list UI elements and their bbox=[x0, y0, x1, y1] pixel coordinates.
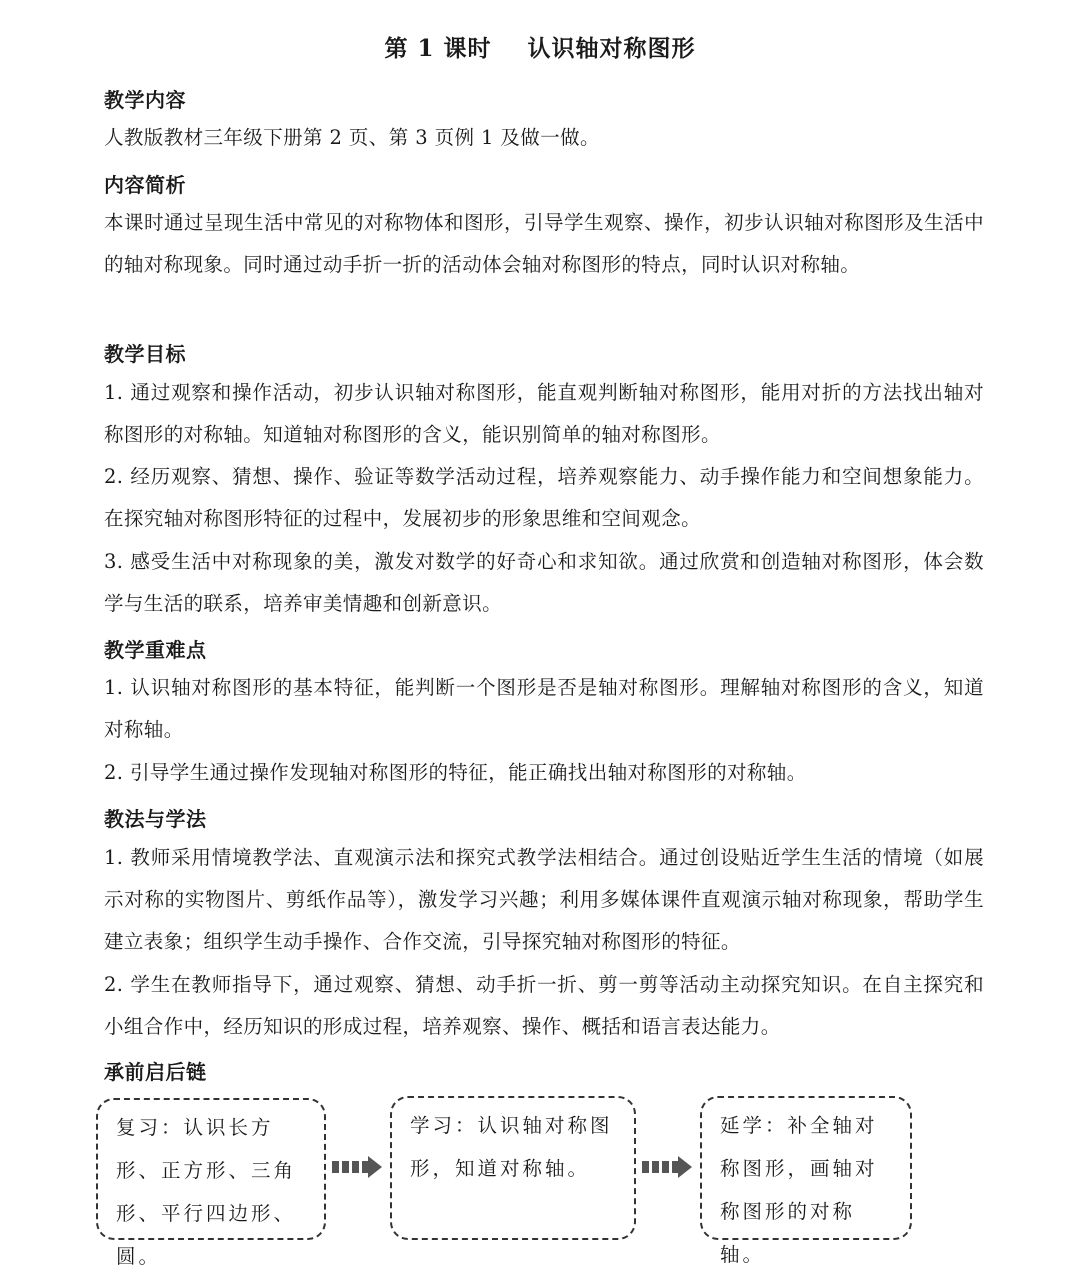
learn-box: 学习：认识轴对称图形，知道对称轴。 bbox=[390, 1096, 636, 1240]
heading-content-analysis: 内容简析 bbox=[104, 173, 186, 197]
key-point-item: 1. 认识轴对称图形的基本特征，能判断一个图形是否是轴对称图形。理解轴对称图形的含义，知道对称轴。 bbox=[104, 676, 984, 741]
heading-teaching-content: 教学内容 bbox=[104, 88, 186, 112]
goal-item: 1. 通过观察和操作活动，初步认识轴对称图形，能直观判断轴对称图形，能用对折的方法找出轴对称图形的对称轴。知道轴对称图形的含义，能识别简单的轴对称图形。 bbox=[104, 381, 984, 446]
heading-teaching-goals: 教学目标 bbox=[104, 342, 186, 366]
teaching-content-text: 人教版教材三年级下册第 2 页、第 3 页例 1 及做一做。 bbox=[104, 126, 600, 149]
heading-methods: 教法与学法 bbox=[104, 807, 207, 831]
key-point-item: 2. 引导学生通过操作发现轴对称图形的特征，能正确找出轴对称图形的对称轴。 bbox=[104, 761, 807, 784]
page-title: 第 1 课时 认识轴对称图形 bbox=[384, 35, 696, 62]
content-analysis-text: 本课时通过呈现生活中常见的对称物体和图形，引导学生观察、操作，初步认识轴对称图形及生活中的轴对称现象。同时通过动手折一折的活动体会轴对称图形的特点，同时认识对称轴。 bbox=[104, 211, 984, 276]
goal-item: 3. 感受生活中对称现象的美，激发对数学的好奇心和求知欲。通过欣赏和创造轴对称图形，体会数学与生活的联系，培养审美情趣和创新意识。 bbox=[104, 550, 984, 615]
extend-box: 延学：补全轴对称图形，画轴对称图形的对称轴。 bbox=[700, 1096, 912, 1240]
method-item: 2. 学生在教师指导下，通过观察、猜想、动手折一折、剪一剪等活动主动探究知识。在自主探究和小组合作中，经历知识的形成过程，培养观察、操作、概括和语言表达能力。 bbox=[104, 973, 984, 1038]
arrow-right-icon bbox=[330, 1155, 386, 1179]
heading-links: 承前启后链 bbox=[104, 1060, 207, 1084]
arrow-right-icon bbox=[640, 1155, 696, 1179]
review-box: 复习：认识长方形、正方形、三角形、平行四边形、圆。 bbox=[96, 1098, 326, 1240]
heading-key-points: 教学重难点 bbox=[104, 638, 207, 662]
goal-item: 2. 经历观察、猜想、操作、验证等数学活动过程，培养观察能力、动手操作能力和空间想象能力。在探究轴对称图形特征的过程中，发展初步的形象思维和空间观念。 bbox=[104, 465, 984, 530]
method-item: 1. 教师采用情境教学法、直观演示法和探究式教学法相结合。通过创设贴近学生生活的情境（如展示对称的实物图片、剪纸作品等），激发学习兴趣；利用多媒体课件直观演示轴对称现象，帮助学生建立表象；组织学生动手操作、合作交流，引导探究轴对称图形的特征。 bbox=[104, 846, 984, 953]
